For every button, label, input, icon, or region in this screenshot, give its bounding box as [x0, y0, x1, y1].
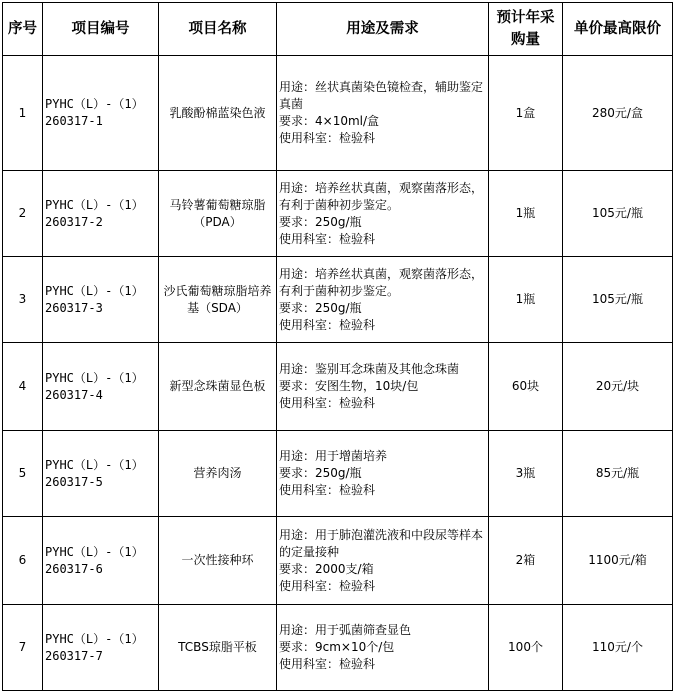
table-row: [3, 171, 673, 257]
table-row: [3, 431, 673, 517]
cell-seq: 6: [3, 517, 43, 605]
cell-code: [43, 343, 159, 431]
cell-seq: 5: [3, 431, 43, 517]
usage-department: 使用科室：检验科: [279, 396, 376, 410]
usage-department: 使用科室：检验科: [279, 483, 376, 497]
usage-purpose: 用途：用于弧菌筛查显色: [279, 623, 412, 637]
cell-price: 20元/块: [563, 343, 673, 431]
table-row: [3, 517, 673, 605]
cell-name: 乳酸酚棉蓝染色液: [159, 56, 277, 171]
cell-code: [43, 431, 159, 517]
usage-requirement: 要求：250g/瓶: [279, 300, 362, 315]
usage-requirement: 要求：安图生物，10块/包: [279, 379, 419, 393]
code-line-2: 260317-3: [45, 300, 103, 315]
table-row: [3, 257, 673, 343]
cell-qty: 3瓶: [489, 431, 563, 517]
cell-code: [43, 171, 159, 257]
usage-requirement: 要求：9cm×10个/包: [279, 640, 395, 654]
usage-purpose: 用途：培养丝状真菌，观察菌落形态，有利于菌种初步鉴定。: [279, 180, 484, 212]
cell-usage: [277, 605, 489, 691]
code-line-1: PYHC（L）-（1）: [45, 457, 144, 472]
cell-name: 新型念珠菌显色板: [159, 343, 277, 431]
table-row: [3, 343, 673, 431]
usage-department: 使用科室：检验科: [279, 317, 376, 332]
usage-purpose: 用途：丝状真菌染色镜检查，辅助鉴定真菌: [279, 80, 484, 111]
usage-purpose: 用途：培养丝状真菌，观察菌落形态，有利于菌种初步鉴定。: [279, 266, 484, 298]
cell-name: 马铃薯葡萄糖琼脂（PDA）: [159, 171, 277, 257]
cell-price: 280元/盒: [563, 56, 673, 171]
code-line-2: 260317-7: [45, 648, 103, 663]
cell-qty: 2箱: [489, 517, 563, 605]
cell-name: 营养肉汤: [159, 431, 277, 517]
header-name: 项目名称: [159, 3, 277, 56]
usage-requirement: 要求：250g/瓶: [279, 214, 362, 229]
cell-usage: [277, 431, 489, 517]
usage-requirement: 要求：4×10ml/盒: [279, 114, 380, 128]
code-line-2: 260317-2: [45, 214, 103, 229]
table-row: [3, 605, 673, 691]
code-line-1: PYHC（L）-（1）: [45, 544, 144, 559]
cell-name: 一次性接种环: [159, 517, 277, 605]
cell-code: [43, 605, 159, 691]
code-line-2: 260317-5: [45, 474, 103, 489]
header-usage: 用途及需求: [277, 3, 489, 56]
cell-code: [43, 257, 159, 343]
usage-requirement: 要求：250g/瓶: [279, 466, 362, 480]
header-seq: 序号: [3, 3, 43, 56]
usage-purpose: 用途：用于肺泡灌洗液和中段尿等样本的定量接种: [279, 527, 484, 559]
cell-usage: [277, 171, 489, 257]
header-code: 项目编号: [43, 3, 159, 56]
usage-department: 使用科室：检验科: [279, 578, 376, 593]
header-qty: 预计年采购量: [489, 3, 563, 56]
usage-purpose: 用途：鉴别耳念珠菌及其他念珠菌: [279, 362, 460, 376]
cell-code: [43, 517, 159, 605]
usage-requirement: 要求：2000支/箱: [279, 561, 374, 576]
cell-price: 85元/瓶: [563, 431, 673, 517]
cell-qty: 1瓶: [489, 171, 563, 257]
cell-qty: 60块: [489, 343, 563, 431]
cell-code: [43, 56, 159, 171]
code-line-1: PYHC（L）-（1）: [45, 283, 144, 298]
procurement-table: [2, 2, 673, 691]
cell-name: TCBS琼脂平板: [159, 605, 277, 691]
cell-seq: 7: [3, 605, 43, 691]
cell-seq: 4: [3, 343, 43, 431]
cell-usage: [277, 56, 489, 171]
cell-usage: [277, 257, 489, 343]
cell-qty: 1盒: [489, 56, 563, 171]
cell-qty: 100个: [489, 605, 563, 691]
usage-purpose: 用途：用于增菌培养: [279, 449, 388, 463]
code-line-1: PYHC（L）-（1）: [45, 197, 144, 212]
cell-price: 105元/瓶: [563, 257, 673, 343]
code-line-1: PYHC（L）-（1）: [45, 97, 144, 111]
cell-usage: [277, 517, 489, 605]
usage-department: 使用科室：检验科: [279, 657, 376, 671]
code-line-2: 260317-1: [45, 114, 103, 128]
header-price: 单价最高限价: [563, 3, 673, 56]
cell-name: 沙氏葡萄糖琼脂培养基（SDA）: [159, 257, 277, 343]
cell-price: 105元/瓶: [563, 171, 673, 257]
cell-usage: [277, 343, 489, 431]
cell-price: 1100元/箱: [563, 517, 673, 605]
table-header-row: [3, 3, 673, 56]
code-line-2: 260317-4: [45, 387, 103, 402]
cell-seq: 3: [3, 257, 43, 343]
cell-qty: 1瓶: [489, 257, 563, 343]
usage-department: 使用科室：检验科: [279, 231, 376, 246]
table-row: [3, 56, 673, 171]
usage-department: 使用科室：检验科: [279, 131, 376, 145]
code-line-1: PYHC（L）-（1）: [45, 370, 144, 385]
cell-seq: 1: [3, 56, 43, 171]
code-line-1: PYHC（L）-（1）: [45, 631, 144, 646]
code-line-2: 260317-6: [45, 561, 103, 576]
cell-seq: 2: [3, 171, 43, 257]
cell-price: 110元/个: [563, 605, 673, 691]
